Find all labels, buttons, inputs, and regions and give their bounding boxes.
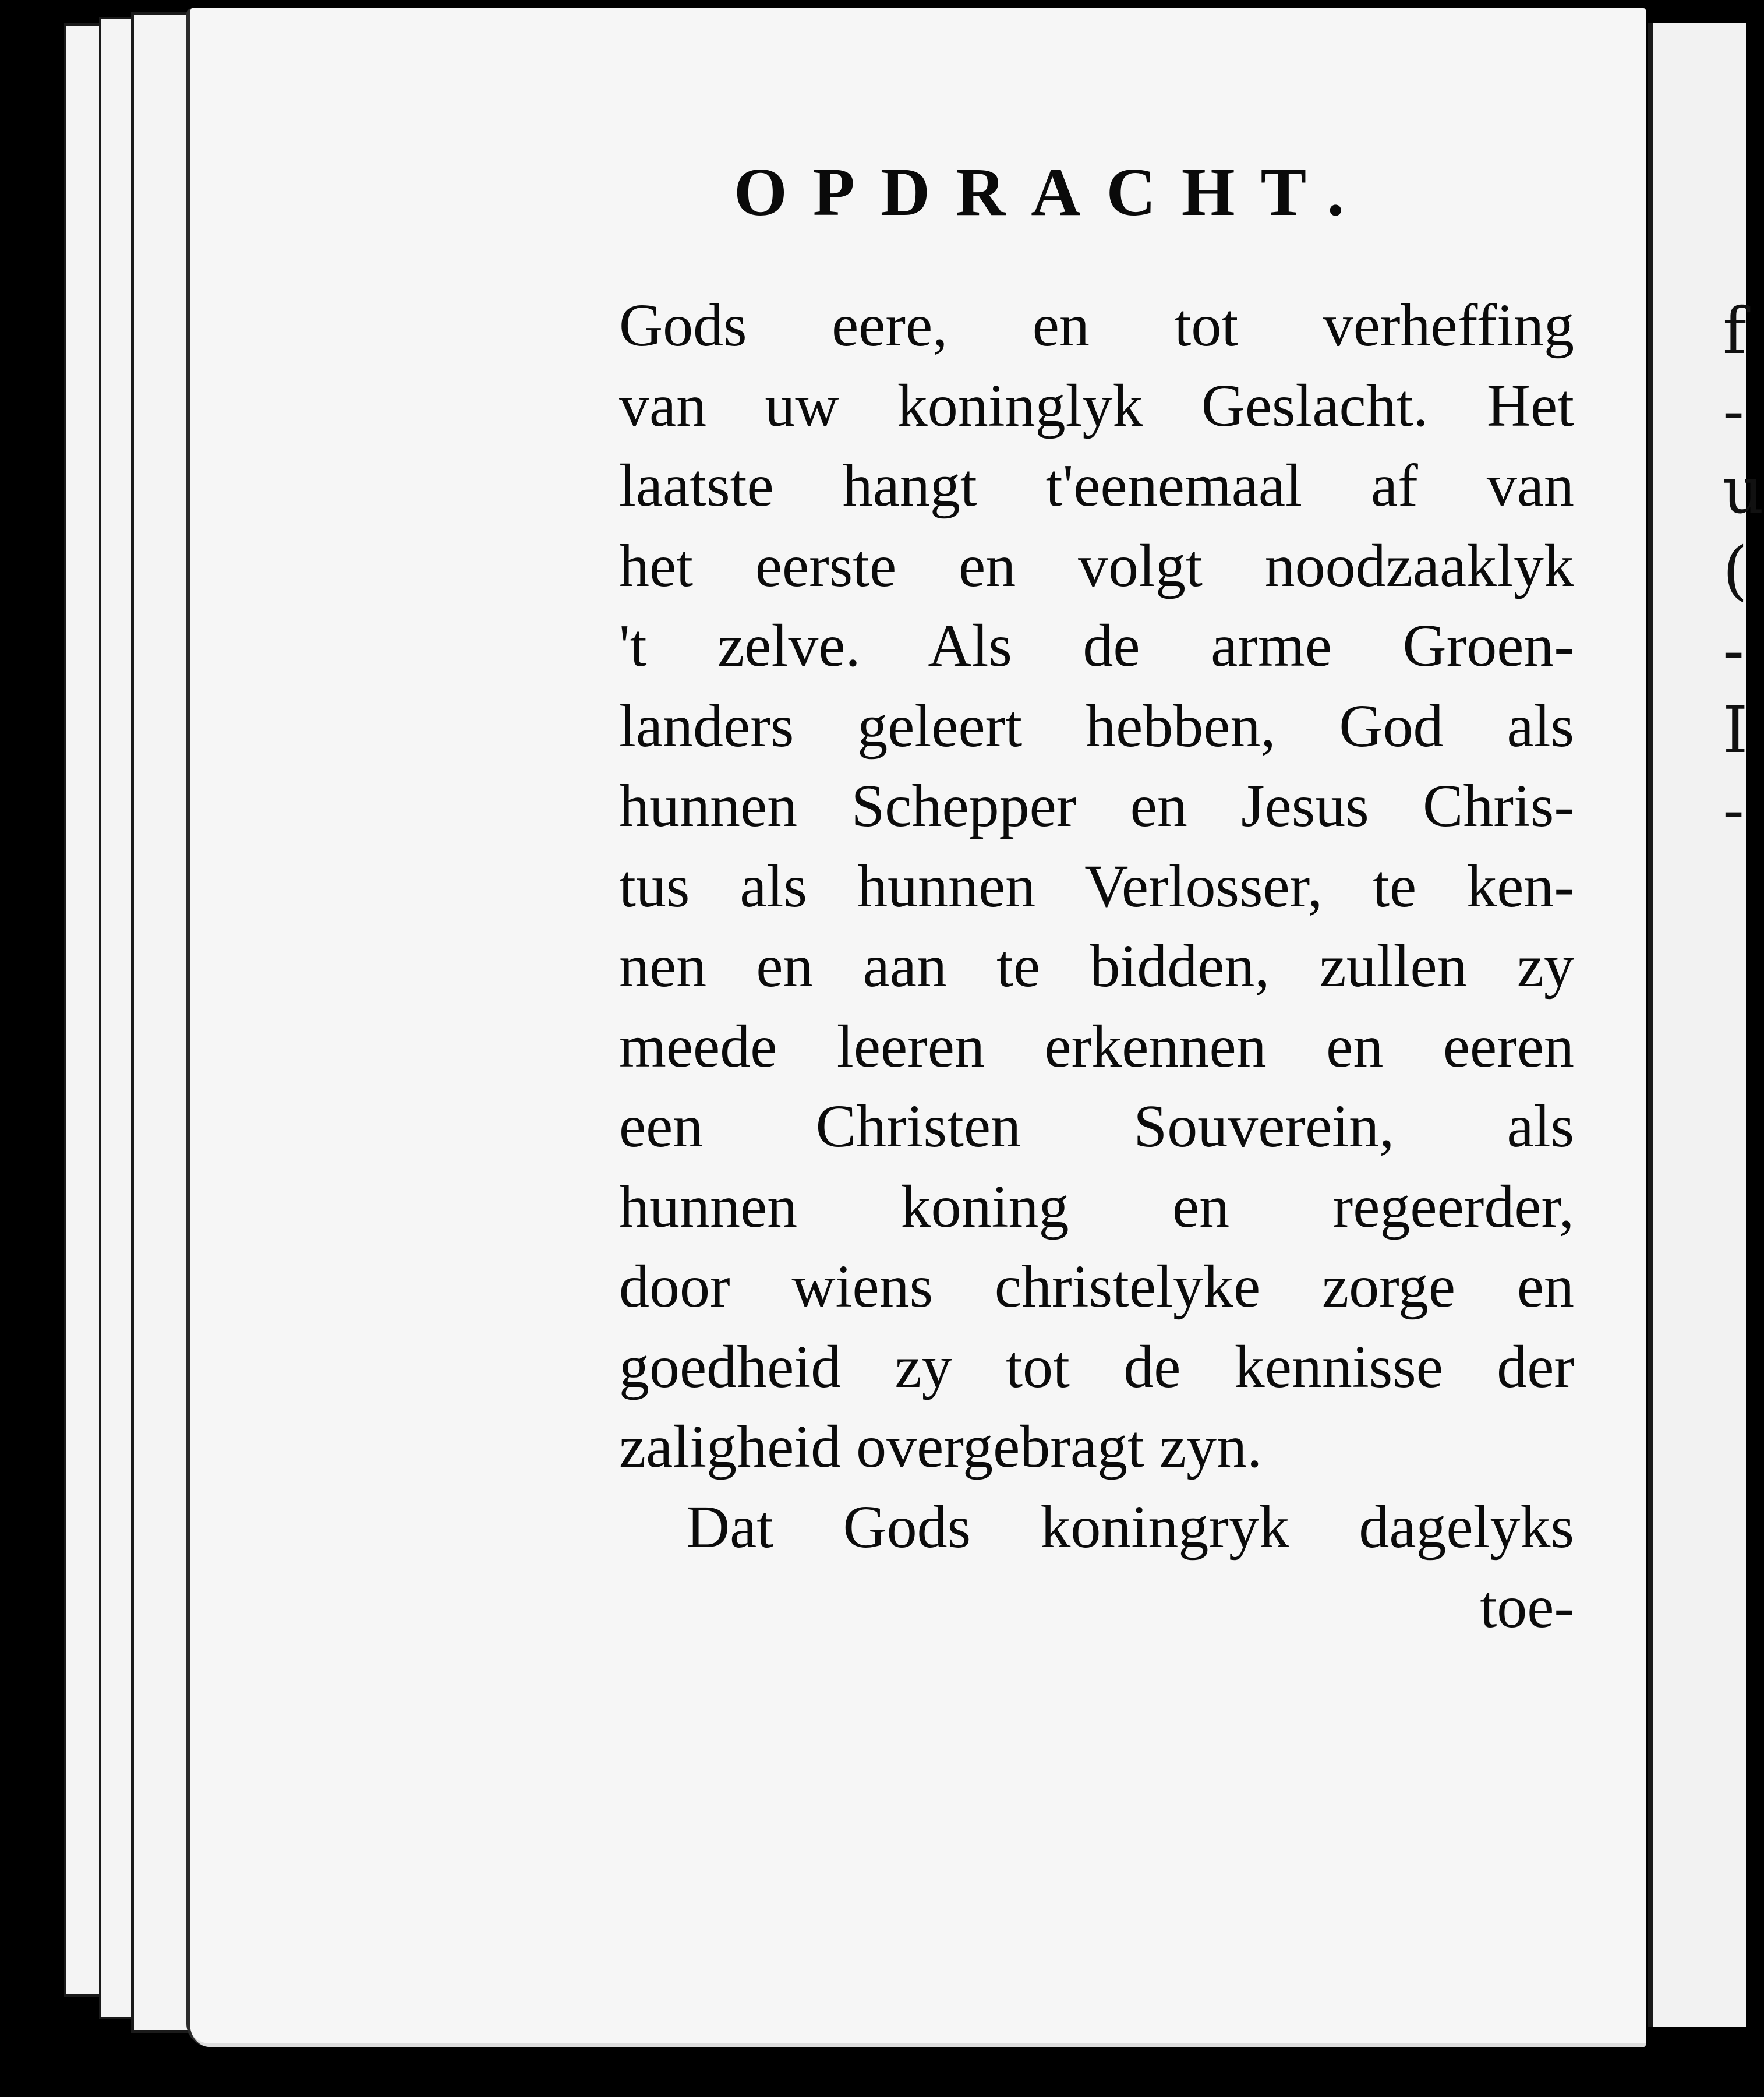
- text-line: landers geleert hebben, God als: [619, 692, 1574, 760]
- text-line: het eerste en volgt noodzaaklyk: [619, 532, 1574, 599]
- body-text: [619, 285, 1574, 1647]
- text-line: laatste hangt t'eenemaal af van: [619, 452, 1574, 519]
- text-line: meede leeren erkennen en eeren: [619, 1012, 1574, 1080]
- facing-letter: f: [1723, 294, 1747, 368]
- text-line: Gods eere, en tot verheffing: [619, 292, 1574, 359]
- facing-letter: I: [1723, 693, 1748, 767]
- text-line: van uw koninglyk Geslacht. Het: [619, 372, 1574, 439]
- catchword: toe-: [1480, 1573, 1574, 1640]
- facing-letter: (: [1723, 533, 1748, 608]
- text-line: door wiens christelyke zorge en: [619, 1253, 1574, 1320]
- text-line: 't zelve. Als de arme Groen-: [619, 612, 1574, 679]
- text-line: nen en aan te bidden, zullen zy: [619, 933, 1574, 1000]
- facing-letter: -: [1723, 373, 1745, 448]
- facing-letter: -: [1723, 613, 1745, 687]
- text-line: een Christen Souverein, als: [619, 1093, 1574, 1160]
- facing-letter: -: [1723, 772, 1745, 847]
- text-line: hunnen koning en regeerder,: [619, 1173, 1574, 1240]
- facing-letter: u: [1723, 453, 1764, 528]
- page-heading: OPDRACHT.: [734, 154, 1370, 230]
- text-line: goedheid zy tot de kennisse der: [619, 1333, 1574, 1400]
- text-line: hunnen Schepper en Jesus Chris-: [619, 772, 1574, 839]
- facing-page-letters: [1723, 291, 1764, 850]
- text-line: tus als hunnen Verlosser, te ken-: [619, 852, 1574, 920]
- text-line: Dat Gods koningryk dagelyks: [686, 1493, 1574, 1561]
- text-line: zaligheid overgebragt zyn.: [619, 1413, 1263, 1480]
